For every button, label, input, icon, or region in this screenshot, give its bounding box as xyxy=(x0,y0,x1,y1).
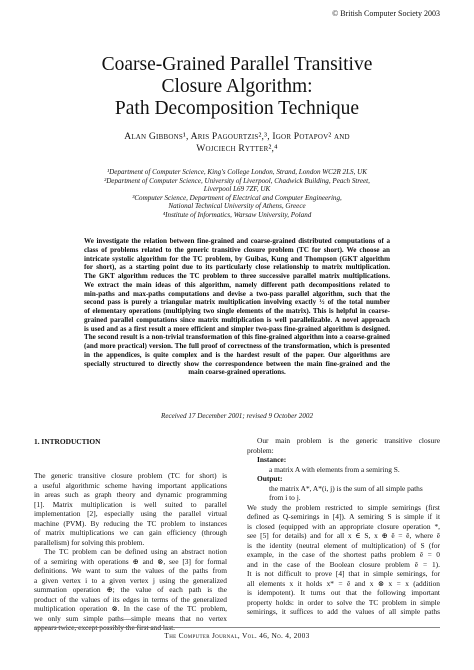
text-line: The TC problem can be defined using an abstract notion xyxy=(44,547,227,556)
copyright-notice: © British Computer Society 2003 xyxy=(332,9,440,18)
abstract-line: We extract the main ideas of this algorithm, namely different path decompositions related to xyxy=(84,280,390,289)
abstract-line: class of problems related to the generic transitive closure problem (TC for short). We choose an xyxy=(84,245,390,254)
problem-definition xyxy=(247,455,440,503)
footer-rule xyxy=(34,627,440,628)
text-line: property holds: in order to solve the TC problem in simple xyxy=(247,597,440,607)
author-list xyxy=(60,131,414,155)
text-line: semirings, it suffices to add the values of all simple paths xyxy=(247,607,440,616)
output-text: from i to j. xyxy=(269,493,301,502)
right-column xyxy=(247,436,440,617)
text-line: product of the values of its edges in terms of the generalized xyxy=(34,594,227,604)
instance-text: a matrix A with elements from a semiring S. xyxy=(269,464,400,474)
text-line: example, in the case of the shortest paths problem ê = 0 xyxy=(247,550,440,559)
received-dates: Received 17 December 2001; revised 9 October 2002 xyxy=(161,412,313,420)
text-line: [1]. Matrix multiplication is well suited to parallel xyxy=(34,499,227,509)
text-line: in areas such as graph theory and dynamic programming xyxy=(34,490,227,499)
text-line: multiplication operation ⊗. In the case of the TC problem, xyxy=(34,604,227,613)
title-line: Coarse-Grained Parallel Transitive xyxy=(101,54,373,75)
affiliation-line: ²Department of Computer Science, University of Liverpool, Chadwick Building, Peach Street, xyxy=(104,176,370,185)
abstract-line: min-paths and max-paths computations and devise a two-pass parallel algorithm, such that the xyxy=(84,289,390,298)
text-line: We study the problem restricted to simple semirings (first xyxy=(247,502,440,512)
abstract-line: specially structured to directly show the correspondence between the main fine-grained and the xyxy=(84,359,390,368)
text-line: The generic transitive closure problem (TC for short) is xyxy=(34,471,227,480)
text-line: summation operation ⊕; the value of each path is the xyxy=(34,585,227,594)
affiliation-line: ⁴Institute of Informatics, Warsaw University, Poland xyxy=(162,210,312,219)
journal-footer: The Computer Journal, Vol. 46, No. 4, 2003 xyxy=(164,631,310,640)
abstract-line: The second result is a non-trivial transformation of this fine-grained algorithm into a coarse-grained xyxy=(84,333,390,342)
paragraph xyxy=(247,503,440,617)
left-column xyxy=(34,436,227,633)
text-line: is closed (equipped with an appropriate closure operation *, xyxy=(247,521,440,531)
affiliation-line: National Technical University of Athens, Greece xyxy=(168,202,306,211)
text-line: is idempotent). It turns out that the following important xyxy=(247,588,440,597)
abstract-line: in the appendices, is quite complex and is the hardest result of the paper. Our algorithms are xyxy=(84,350,390,359)
text-line: It is not difficult to prove [4] that in simple semirings, for xyxy=(247,569,440,578)
output-text: the matrix A*, A*(i, j) is the sum of all simple paths xyxy=(269,483,423,493)
text-line: all elements x it holds x* = ê and x ⊗ x = x (addition xyxy=(247,578,440,588)
affiliation-line: Liverpool L69 7ZF, UK xyxy=(203,185,271,194)
text-line: is the identity (neutral element of multiplication) of S (for xyxy=(247,540,440,550)
text-line: we only sum simple paths—simple means that no vertex xyxy=(34,613,227,623)
text-line: defined as Q-semirings in [4]). A semiring S is simple if it xyxy=(247,512,440,521)
text-line: a given vertex i to a given vertex j using the generalized xyxy=(34,575,227,585)
abstract-line: main coarse-grained operations. xyxy=(188,368,286,377)
text-line: definitions. We want to sum the values of the paths from xyxy=(34,566,227,575)
affiliations xyxy=(60,168,414,220)
text-line: of matrix multiplications we can gain efficiency (through xyxy=(34,528,227,537)
abstract-line: second pass is purely a triangular matrix multiplication involving exactly ½ of the total number xyxy=(84,298,390,307)
abstract-line: We investigate the relation between fine-grained and coarse-grained distributed computations of a xyxy=(84,237,390,245)
title-line: Closure Algorithm: xyxy=(161,76,313,97)
text-line: parallelism) for solving this problem. xyxy=(34,537,145,547)
abstract-line: (and more practical) version. The full proof of correctness of the transformation, which is presented xyxy=(84,342,390,350)
text-line: a useful algorithmic scheme having important applications xyxy=(34,480,227,490)
abstract-line: of elementary operations (multiplying two single elements of the matrix). This is helpful in coarse- xyxy=(84,307,390,315)
section-heading: 1. INTRODUCTION xyxy=(34,437,101,446)
abstract-line: The GKT algorithm reduces the TC problem to three successive parallel matrix multiplications. xyxy=(84,272,390,280)
author-line: Alan Gibbons¹, Aris Pagourtzis²,³, Igor Potapov² and xyxy=(124,131,350,142)
abstract-line: for short), as a starting point due to its particularly close relationship to matrix multiplication. xyxy=(84,263,390,272)
paragraph xyxy=(247,436,440,455)
abstract xyxy=(84,237,390,377)
paragraph xyxy=(34,547,227,633)
abstract-line: is used and as a first result a more efficient and simpler two-pass fine-grained algorithm is designed. xyxy=(84,324,390,333)
text-line: and in the case of the Boolean closure problem ê = 1). xyxy=(247,559,440,569)
text-line: Our main problem is the generic transitive closure xyxy=(257,436,440,445)
text-line: problem: xyxy=(247,445,274,455)
title-line: Path Decomposition Technique xyxy=(114,98,360,119)
output-label: Output: xyxy=(257,474,283,483)
abstract-line: intricate systolic algorithm for the TC problem, by Guibas, Kung and Thompson (GKT algorithm xyxy=(84,254,390,263)
affiliation-line: ¹Department of Computer Science, King's College London, Strand, London WC2R 2LS, UK xyxy=(107,168,367,176)
text-line: machine (PVM). By reducing the TC problem to instances xyxy=(34,518,227,528)
paper-title xyxy=(60,54,414,120)
abstract-line: grained parallel computations since matrix multiplication is well parallelizable. A novel approach xyxy=(84,315,390,324)
text-line: appears twice, except possibly the first and last. xyxy=(34,623,175,632)
instance-label: Instance: xyxy=(257,455,287,464)
text-line: of a semiring with operations ⊕ and ⊗, see [3] for formal xyxy=(34,556,227,566)
text-line: see [5] for details) and for all x ∈ S, x ⊕ ê = ê, where ê xyxy=(247,531,440,540)
author-line: Wojciech Rytter²,⁴ xyxy=(196,143,278,154)
affiliation-line: ³Computer Science, Department of Electrical and Computer Engineering, xyxy=(132,193,342,202)
text-line: implementation [2], especially using the parallel virtual xyxy=(34,509,227,518)
paragraph xyxy=(34,471,227,547)
